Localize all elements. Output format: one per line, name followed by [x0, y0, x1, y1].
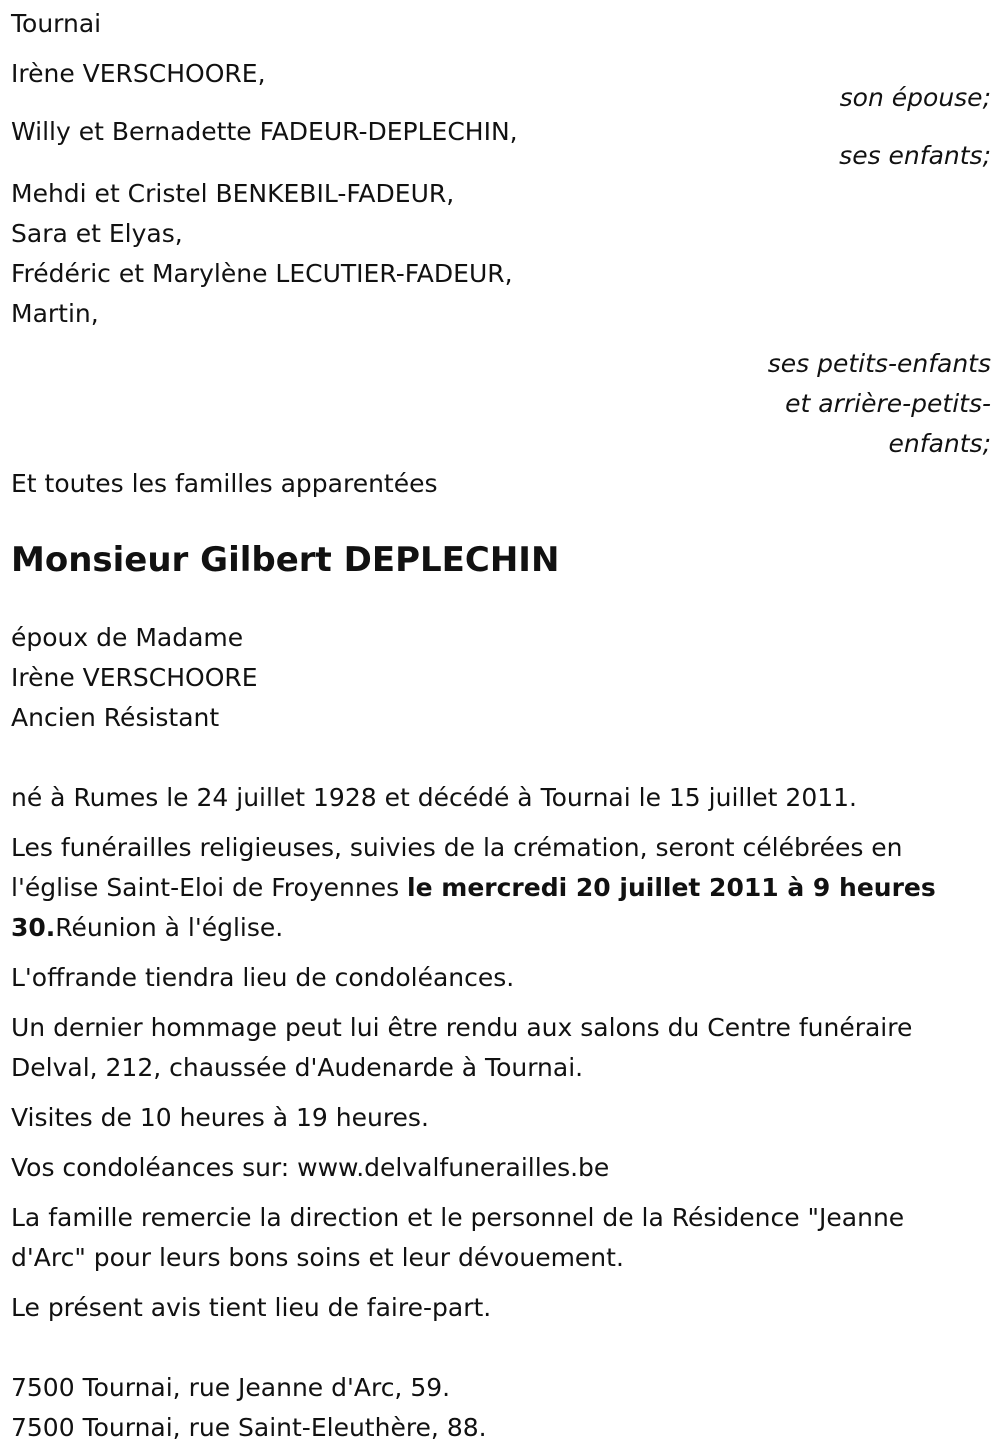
grandchildren-role	[11, 344, 991, 464]
description-line: Irène VERSCHOORE	[11, 663, 258, 692]
children-block	[11, 112, 991, 176]
children-role: ses enfants;	[839, 141, 991, 170]
funeral-paragraph	[11, 828, 991, 948]
city-header: Tournai	[11, 9, 102, 38]
grandchild-line: Frédéric et Marylène LECUTIER-FADEUR,	[11, 259, 513, 288]
thanks-line: d'Arc" pour leurs bons soins et leur dévouement.	[11, 1243, 624, 1272]
condolences-line: Vos condoléances sur: www.delvalfunerailles.be	[11, 1153, 610, 1182]
grandchild-line: Sara et Elyas,	[11, 219, 183, 248]
visits-line: Visites de 10 heures à 19 heures.	[11, 1103, 429, 1132]
funeral-time-text: 30.	[11, 913, 56, 942]
children-name: Willy et Bernadette FADEUR-DEPLECHIN,	[11, 117, 518, 146]
tribute-line: Delval, 212, chaussée d'Audenarde à Tournai.	[11, 1053, 584, 1082]
birth-death-line: né à Rumes le 24 juillet 1928 et décédé à Tournai le 15 juillet 2011.	[11, 783, 857, 812]
deceased-name: Monsieur Gilbert DEPLECHIN	[11, 540, 560, 580]
spouse-block	[11, 54, 991, 118]
condolences-paragraph	[11, 1148, 991, 1188]
spouse-name: Irène VERSCHOORE,	[11, 59, 266, 88]
notice-line: Le présent avis tient lieu de faire-part.	[11, 1293, 492, 1322]
funeral-line: Les funérailles religieuses, suivies de la crémation, seront célébrées en	[11, 833, 903, 862]
spouse-role: son épouse;	[839, 83, 991, 112]
deceased-description	[11, 618, 991, 738]
description-line: Ancien Résistant	[11, 703, 220, 732]
funeral-date-text: le mercredi 20 juillet 2011 à 9 heures	[407, 873, 936, 902]
visits-paragraph	[11, 1098, 991, 1138]
obituary-page	[11, 4, 991, 1448]
grandchildren-block	[11, 174, 991, 464]
address-line: 7500 Tournai, rue Saint-Eleuthère, 88.	[11, 1413, 487, 1442]
notice-paragraph	[11, 1288, 991, 1328]
grandchild-line: Mehdi et Cristel BENKEBIL-FADEUR,	[11, 179, 455, 208]
funeral-church-text: l'église Saint-Eloi de Froyennes	[11, 873, 408, 902]
funeral-line	[11, 868, 991, 908]
offering-paragraph	[11, 958, 991, 998]
thanks-paragraph	[11, 1198, 991, 1278]
tribute-line: Un dernier hommage peut lui être rendu aux salons du Centre funéraire	[11, 1013, 913, 1042]
offering-line: L'offrande tiendra lieu de condoléances.	[11, 963, 515, 992]
grandchildren-role-line: ses petits-enfants	[767, 349, 991, 378]
funeral-line	[11, 908, 991, 948]
grandchildren-role-line: enfants;	[888, 429, 991, 458]
funeral-meeting-text: Réunion à l'église.	[55, 913, 284, 942]
grandchild-line: Martin,	[11, 299, 99, 328]
address-block	[11, 1368, 991, 1448]
thanks-line: La famille remercie la direction et le personnel de la Résidence "Jeanne	[11, 1203, 905, 1232]
grandchildren-role-line: et arrière-petits-	[785, 389, 991, 418]
relatives-line: Et toutes les familles apparentées	[11, 469, 438, 498]
tribute-paragraph	[11, 1008, 991, 1088]
description-line: époux de Madame	[11, 623, 244, 652]
address-line: 7500 Tournai, rue Jeanne d'Arc, 59.	[11, 1373, 451, 1402]
